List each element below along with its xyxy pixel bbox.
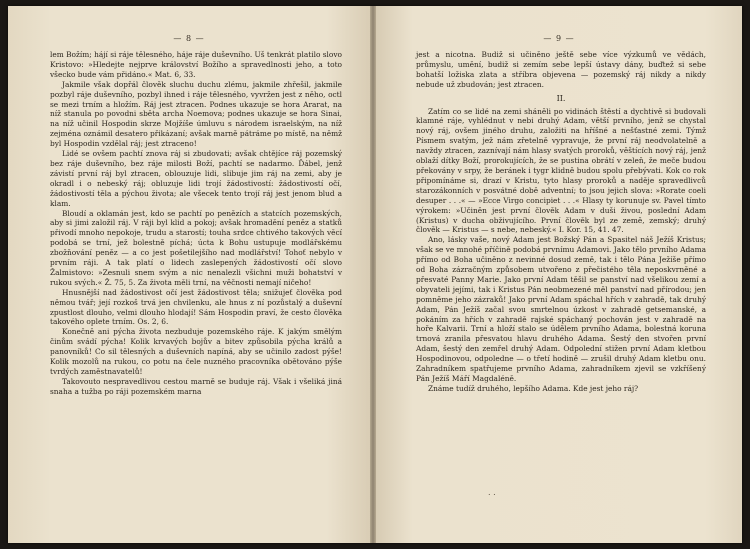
page-number-right: — 9 —	[543, 34, 575, 43]
paragraph: lem Božím; hájí si ráje tělesného, háje ráje duševního. Uš tenkrát platilo slovo Kristovo: »Hledejte nejprve království Božího a spravedlnosti jeho, a toto všecko bude vám přidáno.« Mat. 6, 33.	[50, 50, 342, 79]
left-page	[8, 6, 370, 543]
paragraph: Jakmile však dopřál člověk sluchu duchu zlému, jakmile zhřešil, jakmile pozbyl ráje duševního, pozbyl ihned i ráje tělesného, vyvržen jest z něho, octl se mezi trním a hložím. Ráj jest ztracen. Podnes ukazuje se hora Ararat, na níž stanula po povodni sběta archa Noemova; podnes ukazuje se hora Sinai, na níž učinil Hospodin skrze Mojžíše úmluvu s národem israelským, na níž zejména oznámil desatero přikázaní; avšak marně pátráme po místě, na němž byl Hospodin vzdělal ráj; jest ztraceno!	[50, 79, 342, 149]
paragraph: Takovouto nespravedlivou cestou marně se buduje ráj. Však i všeliká jiná snaha a tužba po ráji pozemském marna	[50, 376, 342, 396]
paragraph: Hnusnější nad žádostivost očí jest žádostivost těla; snižujeť člověka pod němou tvář; její rozkoš trvá jen chvilenku, ale hnus z ní pozůstalý a duševní zpustlost dlouho, velmi dlouho hlodají! Sám Hospodin praví, že cesto člověka takového oplete trním. Os. 2, 6.	[50, 287, 342, 327]
page-number-left: — 8 —	[173, 34, 205, 43]
closing-line: Známe tudíž druhého, lepšího Adama. Kde jest jeho ráj?	[428, 383, 639, 393]
book-spread	[8, 6, 742, 543]
ornament-dots: . .	[488, 488, 496, 497]
paragraph: Lidé se ovšem pachtí znova ráj si zbudovati; avšak chtějíce ráj pozemský bez ráje duševního, bez ráje milosti Boží, pachtí se nadarmo. Ďábel, jenž závistí první ráj byl ztracen, oblouzuje lidi, slibuje jim ráj na zemi, aby je okradl i o nebeský ráj; obluzuje lidi trojí žádostivostí: žádostivostí očí, žádostivostí těla a pýchou života; ale všecek tento trojí ráj jest jenom blud a klam.	[50, 149, 342, 208]
paragraph: Zatím co se lidé na zemi sháněli po vidinách štěstí a dychtivě si budovali klamné ráje, vyhlédnut v nebi druhý Adam, větší prvního, jenž se chystal nový ráj, ovšem jiného druhu, založiti na hříšné a nešťastné zemi. Týmž Písmem svatým, jež nám zřetelně vypravuje, že první ráj neodvolatelně a navždy ztracen, zaznívají nám hlasy svatých proroků, věštících nový ráj, jenž oblaží dítky Boží, prorokujících, že se pustina obrátí v zeleň, že meče budou překovány v srpy, že beránek i tygr klidně budou spolu přebývati. Kok co rok připomínáme si, drazí v Kristu, tyto hlasy proroků a naděje spravedlivců starozákonních v posvátné době adventní; to jsou jejich slova: »Rorate coeli desuper . . .« — »Ecce Virgo concipiet . . .« Hlasy ty korunuje sv. Pavel tímto výrokem: »Učiněn jest první člověk Adam v duši živou, poslední Adam (Kristus) v ducha obživujícího. První člověk byl ze země, zemský; druhý člověk — Kristus — s nebe, nebeský.« I. Kor. 15, 41. 47.	[416, 106, 706, 235]
section-heading: II.	[556, 93, 566, 103]
paragraph: Bloudí a oklamán jest, kdo se pachtí po penězích a statcích pozemských, aby si jimi založil ráj. V ráji byl klid a pokoj; avšak hromadění peněz a statků přivodí mnoho nepokoje, trudu a starostí; touha srdce chtivého takových věcí podobá se trní, jež bolestně píchá; úcta k Bohu ustupuje modlářskému zbožňování peněz — a co jest pošetilejšího nad modlářství! Tohoť nebylo v prvním ráji. A tak platí o lidech zaslepených žádostivostí očí slovo Žalmistovo: »Zesnuli snem svým a nic nenalezli všichni muži bohatství v rukou svých.« Ž. 75, 5. Za života měli trní, na věčnosti nemají ničeho!	[50, 208, 342, 287]
left-page-body	[50, 50, 342, 397]
right-page	[376, 6, 742, 543]
paragraph: Ano, lásky vaše, nový Adam jest Božský Pán a Spasitel náš Ježíš Kristus; však se ve mnohé příčině podobá prvnímu Adamovi. Jako tělo prvního Adama přímo od Boha učiněno z nevinné dosud země, tak i tělo Pána Ježíše přímo od Boha zázračným způsobem utvořeno z přečistého těla neposkvrněné a přesvaté Panny Marie. Jako první Adam těšil se panství nad všelikou zemí a obyvateli jejími, tak i Kristus Pán neobmezené měl panství nad přírodou; jen pomněme jeho zázraků! Jako první Adam spáchal hřích v zahradě, tak druhý Adam, Pán Ježíš začal svou smrtelnou úzkost v zahradě getsemanské, a pokáním za hřích v zahradě rajské spáchaný pochován jest v zahradě na hoře Kalvarii. Trní a hloží stalo se údělem prvního Adama, bolestná koruna trnová zranila přesvatou hlavu druhého Adama. Šestý den stvořen první Adam, šestý den zemřel druhý Adam. Odpolední stižen první Adam kletbou Hospodinovou, odpoledne — o třetí hodině — zrušil druhý Adam kletbu onu. Zahradníkem spatřujeme prvního Adama, zahradníkem zjevil se vzkříšený Pán Ježíš Máří Magdaléně.	[416, 235, 706, 383]
paragraph: Konečně ani pýcha života nezbuduje pozemského ráje. K jakým smělým činům svádí pýcha! Kolik krvavých bojův a bitev způsobila pýcha králů a panovníků! Co sil tělesných a duševních napíná, aby se učinilo zadost pýše! Kolik mozolů na rukou, co potu na čele nuzného pracovníka obětováno pýše tvrdých zaměstnavatelů!	[50, 327, 342, 376]
paragraph: jest a nicotna. Budiž si učiněno ještě sebe více výzkumů ve vědách, průmyslu, umění, budiž si zemím sebe lepší ústavy dány, buďtež si sebe bohatší ložiska zlata a stříbra objevena — pozemský ráj nikdy a nikdy nebude už zbudován; jest ztracen.	[416, 50, 706, 89]
right-page-body	[416, 50, 706, 394]
